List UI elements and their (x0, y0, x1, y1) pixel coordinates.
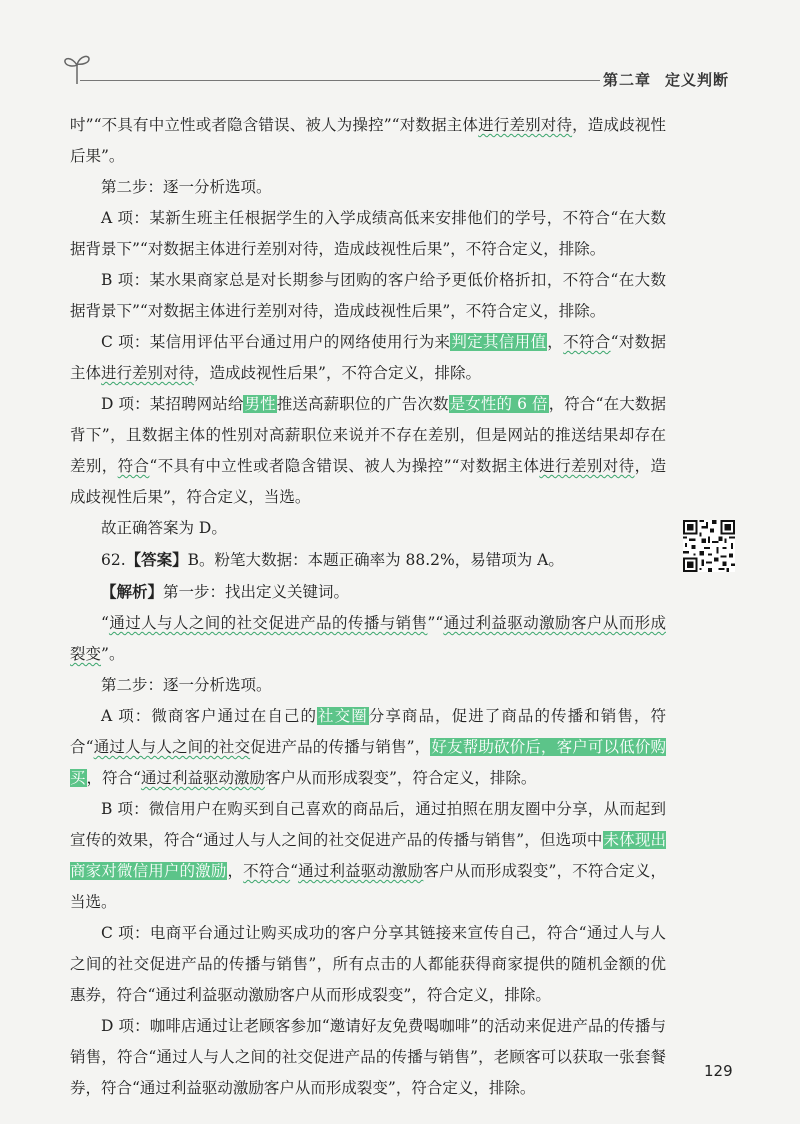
q62-option-b: B 项：微信用户在购买到自己喜欢的商品后，通过拍照在朋友圈中分享，从而起到宣传的效果，符合“通过人与人之间的社交促进产品的传播与销售”，但选项中未体现出商家对微信用户的激励，不符合“通过利益驱动激励客户从而形成裂变”，不符合定义，当选。 (70, 800, 666, 911)
q61-option-c: C 项：某信用评估平台通过用户的网络使用行为来判定其信用值，不符合“对数据主体进行差别对待，造成歧视性后果”，不符合定义，排除。 (70, 333, 666, 382)
q62-option-d: D 项：咖啡店通过让老顾客参加“邀请好友免费喝咖啡”的活动来促进产品的传播与销售，符合“通过人与人之间的社交促进产品的传播与销售”，老顾客可以获取一张套餐券，符合“通过利益驱动激励客户从而形成裂变”，符合定义，排除。 (70, 1017, 666, 1097)
highlight: 判定其信用值 (451, 333, 547, 351)
q62-keywords: “通过人与人之间的社交促进产品的传播与销售”“通过利益驱动激励客户从而形成裂变”。 (70, 614, 666, 663)
chapter-number: 第二章 (603, 71, 652, 89)
q61-option-a: A 项：某新生班主任根据学生的入学成绩高低来安排他们的学号，不符合“在大数据背景下”“对数据主体进行差别对待，造成歧视性后果”，不符合定义，排除。 (70, 209, 666, 258)
highlight: 未体现出商家对微信用户的激励 (70, 831, 666, 880)
q62-step2: 第二步：逐一分析选项。 (101, 676, 272, 694)
q61-option-d: D 项：某招聘网站给男性推送高薪职位的广告次数是女性的 6 倍，符合“在大数据背下”，且数据主体的性别对高薪职位来说并不存在差别，但是网站的推送结果却存在差别，符合“不具有中立性或者隐含错误、被人为操控”“对数据主体进行差别对待，造成歧视性后果”，符合定义，当选。 (70, 395, 666, 506)
highlight: 好友帮助砍价后，客户可以低价购买 (70, 738, 666, 787)
highlight: 男性 (244, 395, 276, 413)
highlight: 社交圈 (318, 707, 368, 725)
highlight: 是女性的 6 倍 (449, 395, 548, 413)
q62-analysis-line: 【解析】第一步：找出定义关键词。 (101, 582, 350, 601)
chapter-title (603, 69, 729, 90)
q61-step2: 第二步：逐一分析选项。 (101, 178, 272, 196)
q62-option-a: A 项：微商客户通过在自己的社交圈分享商品，促进了商品的传播和销售，符合“通过人与人之间的社交促进产品的传播与销售”，好友帮助砍价后，客户可以低价购买，符合“通过利益驱动激励客户从而形成裂变”，符合定义，排除。 (70, 707, 666, 787)
q61-continuation: 吋”“不具有中立性或者隐含错误、被人为操控”“对数据主体进行差别对待，造成歧视性后果”。 (70, 116, 666, 165)
page-content (70, 110, 666, 1104)
q61-option-b: B 项：某水果商家总是对长期参与团购的客户给予更低价格折扣，不符合“在大数据背景下”“对数据主体进行差别对待，造成歧视性后果”，不符合定义，排除。 (70, 271, 666, 320)
q62-option-c: C 项：电商平台通过让购买成功的客户分享其链接来宣传自己，符合“通过人与人之间的社交促进产品的传播与销售”，所有点击的人都能获得商家提供的随机金额的优惠券，符合“通过利益驱动激励客户从而形成裂变”，符合定义，排除。 (70, 924, 666, 1004)
header-rule (80, 80, 600, 81)
qr-code[interactable] (683, 520, 735, 572)
q61-answer: 故正确答案为 D。 (101, 519, 227, 537)
section-title: 定义判断 (665, 71, 730, 89)
q62-answer-line: 62.【答案】B。粉笔大数据：本题正确率为 88.2%，易错项为 A。 (101, 550, 564, 569)
page-number: 129 (704, 1062, 733, 1080)
page-header (0, 0, 800, 100)
